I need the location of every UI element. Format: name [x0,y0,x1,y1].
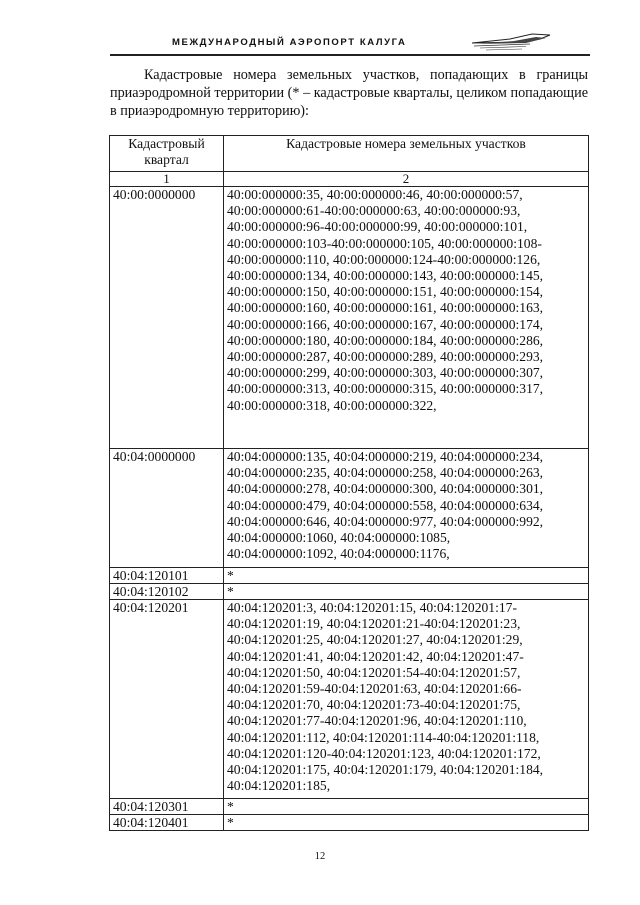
quarter-cell: 40:04:120201 [110,600,224,799]
parcel-line: 40:04:120201:70, 40:04:120201:73-40:04:120201:75, [227,697,521,713]
quarter-cell: 40:04:120102 [110,584,224,600]
table-row [110,600,589,799]
parcel-line: 40:00:000000:61-40:00:000000:63, 40:00:000000:93, [227,203,521,219]
parcel-line: 40:04:120201:77-40:04:120201:96, 40:04:120201:110, [227,713,527,729]
header-quarter: Кадастровый квартал [110,136,224,172]
parcel-line: * [227,799,234,814]
parcel-line: 40:00:000000:313, 40:00:000000:315, 40:00:000000:317, [227,381,544,397]
table-row [110,568,589,584]
parcels-cell [224,449,589,568]
table-header-row [110,136,589,172]
header-rule [110,54,590,56]
parcel-line: 40:04:120201:19, 40:04:120201:21-40:04:120201:23, [227,616,521,632]
parcel-line: 40:04:000000:1060, 40:04:000000:1085, [227,530,451,546]
parcel-line: 40:00:000000:103-40:00:000000:105, 40:00:000000:108- [227,235,542,251]
column-number-2: 2 [224,172,589,187]
quarter-cell: 40:00:0000000 [110,187,224,449]
table-row [110,584,589,600]
quarter-cell: 40:04:0000000 [110,449,224,568]
aircraft-logo-icon [470,30,554,52]
parcel-line: 40:04:120201:3, 40:04:120201:15, 40:04:120201:17- [227,600,518,615]
parcels-cell [224,568,589,584]
parcels-cell [224,815,589,831]
parcel-line: 40:04:000000:278, 40:04:000000:300, 40:04:000000:301, [227,481,544,497]
parcel-line: 40:00:000000:35, 40:00:000000:46, 40:00:000000:57, [227,187,523,202]
parcel-line: 40:04:000000:1092, 40:04:000000:1176, [227,546,450,562]
parcel-line: * [227,815,234,830]
parcel-line: 40:00:000000:166, 40:00:000000:167, 40:00:000000:174, [227,316,544,332]
parcels-cell [224,799,589,815]
parcel-line: 40:00:000000:160, 40:00:000000:161, 40:00:000000:163, [227,300,544,316]
parcels-cell [224,187,589,449]
table-row [110,449,589,568]
quarter-cell: 40:04:120401 [110,815,224,831]
table-row [110,815,589,831]
parcel-line: 40:00:000000:134, 40:00:000000:143, 40:00:000000:145, [227,268,544,284]
page-number: 12 [314,851,326,862]
quarter-cell: 40:04:120101 [110,568,224,584]
parcel-line: 40:00:000000:110, 40:00:000000:124-40:00:000000:126, [227,251,541,267]
parcel-line: 40:04:120201:59-40:04:120201:63, 40:04:120201:66- [227,681,522,697]
parcel-line: * [227,568,234,583]
parcel-line: 40:04:000000:646, 40:04:000000:977, 40:04:000000:992, [227,513,544,529]
quarter-cell: 40:04:120301 [110,799,224,815]
parcels-cell [224,584,589,600]
parcel-line: 40:00:000000:287, 40:00:000000:289, 40:00:000000:293, [227,349,544,365]
header-title: МЕЖДУНАРОДНЫЙ АЭРОПОРТ КАЛУГА [172,37,407,48]
parcel-line: 40:04:120201:112, 40:04:120201:114-40:04:120201:118, [227,729,540,745]
parcel-line: 40:04:000000:135, 40:04:000000:219, 40:04:000000:234, [227,449,544,464]
cadastral-table [109,135,589,831]
parcel-line: 40:04:120201:185, [227,778,331,794]
parcel-line: 40:00:000000:299, 40:00:000000:303, 40:00:000000:307, [227,365,544,381]
parcel-line: 40:04:000000:479, 40:04:000000:558, 40:04:000000:634, [227,497,544,513]
header-parcel-numbers: Кадастровые номера земельных участков [224,136,589,172]
table-row [110,187,589,449]
parcel-line: 40:04:120201:50, 40:04:120201:54-40:04:120201:57, [227,664,521,680]
table-row [110,799,589,815]
column-number-1: 1 [110,172,224,187]
parcel-line: 40:04:120201:120-40:04:120201:123, 40:04:120201:172, [227,745,541,761]
parcel-line: 40:04:120201:41, 40:04:120201:42, 40:04:120201:47- [227,648,524,664]
parcel-line: 40:04:120201:175, 40:04:120201:179, 40:04:120201:184, [227,762,544,778]
column-number-row [110,172,589,187]
parcel-line: 40:00:000000:318, 40:00:000000:322, [227,397,437,413]
parcel-line: * [227,584,234,599]
parcel-line: 40:04:000000:235, 40:04:000000:258, 40:04:000000:263, [227,465,544,481]
parcel-line: 40:00:000000:180, 40:00:000000:184, 40:00:000000:286, [227,332,544,348]
parcel-line: 40:04:120201:25, 40:04:120201:27, 40:04:120201:29, [227,632,523,648]
parcels-cell [224,600,589,799]
intro-paragraph: Кадастровые номера земельных участков, попадающих в границы приаэродромной территории (* – кадастровые кварталы, целиком попадающие в приаэродромную территорию): [110,67,588,119]
parcel-line: 40:00:000000:96-40:00:000000:99, 40:00:000000:101, [227,219,528,235]
parcel-line: 40:00:000000:150, 40:00:000000:151, 40:00:000000:154, [227,284,544,300]
